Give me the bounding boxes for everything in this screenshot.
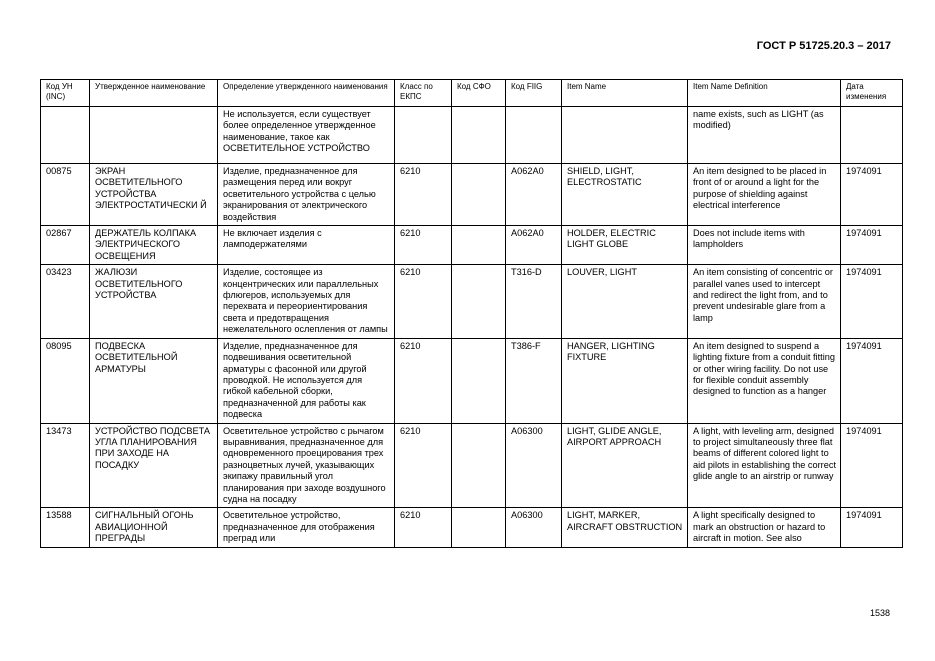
cell-class: 6210 <box>395 226 452 265</box>
cell-item-name: LOUVER, LIGHT <box>562 265 688 338</box>
catalog-table <box>40 79 903 548</box>
cell-fiig <box>506 107 562 164</box>
cell-item-name <box>562 107 688 164</box>
table-row <box>41 265 903 338</box>
cell-item-def: A light specifically designed to mark an obstruction or hazard to aircraft in motion. See also <box>688 508 841 547</box>
cell-name-ru <box>90 107 218 164</box>
cell-sfo <box>452 107 506 164</box>
header-item-def: Item Name Definition <box>688 80 841 107</box>
table-row <box>41 423 903 508</box>
cell-name-ru: СИГНАЛЬНЫЙ ОГОНЬ АВИАЦИОННОЙ ПРЕГРАДЫ <box>90 508 218 547</box>
cell-code: 02867 <box>41 226 90 265</box>
cell-item-def: A light, with leveling arm, designed to project simultaneously three flat beams of different colored light to aid pilots in establishing the correct glide angle to an airstrip or runway <box>688 423 841 508</box>
cell-item-name: HOLDER, ELECTRIC LIGHT GLOBE <box>562 226 688 265</box>
cell-date: 1974091 <box>841 338 903 423</box>
table-row-continuation <box>41 107 903 164</box>
cell-date: 1974091 <box>841 423 903 508</box>
cell-sfo <box>452 226 506 265</box>
cell-class: 6210 <box>395 265 452 338</box>
cell-item-name: HANGER, LIGHTING FIXTURE <box>562 338 688 423</box>
cell-date: 1974091 <box>841 265 903 338</box>
header-code: Код УН (INC) <box>41 80 90 107</box>
cell-sfo <box>452 265 506 338</box>
cell-date: 1974091 <box>841 508 903 547</box>
cell-name-ru: ПОДВЕСКА ОСВЕТИТЕЛЬНОЙ АРМАТУРЫ <box>90 338 218 423</box>
cell-item-name: LIGHT, GLIDE ANGLE, AIRPORT APPROACH <box>562 423 688 508</box>
cell-name-ru: УСТРОЙСТВО ПОДСВЕТА УГЛА ПЛАНИРОВАНИЯ ПРИ ЗАХОДЕ НА ПОСАДКУ <box>90 423 218 508</box>
cell-fiig: T386-F <box>506 338 562 423</box>
document-standard-title: ГОСТ Р 51725.20.3 – 2017 <box>756 40 891 52</box>
cell-fiig: A06300 <box>506 423 562 508</box>
table-row <box>41 164 903 226</box>
cell-definition-ru: Осветительное устройство с рычагом выравнивания, предназначенное для одновременного проецирования трех разноцветных лучей, указывающих экипажу правильный угол планирования при заходе воздушного судна на посадку <box>218 423 395 508</box>
page-number: 1538 <box>869 608 890 618</box>
cell-item-def: An item designed to be placed in front of or around a light for the purpose of shielding against electrical interference <box>688 164 841 226</box>
cell-sfo <box>452 338 506 423</box>
cell-item-name: LIGHT, MARKER, AIRCRAFT OBSTRUCTION <box>562 508 688 547</box>
cell-item-def: Does not include items with lampholders <box>688 226 841 265</box>
cell-definition-ru: Изделие, состоящее из концентрических или параллельных флюгеров, используемых для перехвата и переориентирования света и предотвращения нежелательного ослепления от лампы <box>218 265 395 338</box>
cell-code: 03423 <box>41 265 90 338</box>
cell-code: 13588 <box>41 508 90 547</box>
cell-fiig: A06300 <box>506 508 562 547</box>
header-date: Дата изменения <box>841 80 903 107</box>
cell-item-def: An item designed to suspend a lighting fixture from a conduit fitting or other wiring facility. Do not use for flexible conduit assembly designed to function as a hanger <box>688 338 841 423</box>
cell-class <box>395 107 452 164</box>
header-class: Класс по ЕКПС <box>395 80 452 107</box>
cell-code: 00875 <box>41 164 90 226</box>
cell-code <box>41 107 90 164</box>
cell-name-ru: ДЕРЖАТЕЛЬ КОЛПАКА ЭЛЕКТРИЧЕСКОГО ОСВЕЩЕНИЯ <box>90 226 218 265</box>
cell-sfo <box>452 508 506 547</box>
cell-name-ru: ЭКРАН ОСВЕТИТЕЛЬНОГО УСТРОЙСТВА ЭЛЕКТРОСТАТИЧЕСКИ Й <box>90 164 218 226</box>
cell-fiig: T316-D <box>506 265 562 338</box>
cell-date: 1974091 <box>841 164 903 226</box>
cell-definition-ru: Изделие, предназначенное для размещения перед или вокруг осветительного устройства с целью экранирования от электрического воздействия <box>218 164 395 226</box>
cell-class: 6210 <box>395 164 452 226</box>
cell-definition-ru: Изделие, предназначенное для подвешивания осветительной арматуры с фасонной или другой проводкой. Не используется для гибкой кабельной сборки, предназначенной для работы как подвеска <box>218 338 395 423</box>
cell-definition-ru: Не включает изделия с ламподержателями <box>218 226 395 265</box>
cell-sfo <box>452 423 506 508</box>
table-row <box>41 338 903 423</box>
cell-class: 6210 <box>395 508 452 547</box>
cell-sfo <box>452 164 506 226</box>
cell-fiig: A062A0 <box>506 164 562 226</box>
cell-item-def: An item consisting of concentric or parallel vanes used to intercept and redirect the light from, and to prevent undesirable glare from a lamp <box>688 265 841 338</box>
cell-fiig: A062A0 <box>506 226 562 265</box>
cell-class: 6210 <box>395 338 452 423</box>
table-row <box>41 508 903 547</box>
table-row <box>41 226 903 265</box>
cell-class: 6210 <box>395 423 452 508</box>
cell-code: 13473 <box>41 423 90 508</box>
cell-date <box>841 107 903 164</box>
cell-name-ru: ЖАЛЮЗИ ОСВЕТИТЕЛЬНОГО УСТРОЙСТВА <box>90 265 218 338</box>
cell-definition-ru: Не используется, если существует более определенное утвержденное наименование, такое как ОСВЕТИТЕЛЬНОЕ УСТРОЙСТВО <box>218 107 395 164</box>
cell-code: 08095 <box>41 338 90 423</box>
header-sfo: Код СФО <box>452 80 506 107</box>
header-name-ru: Утвержденное наименование <box>90 80 218 107</box>
table-header-row <box>41 80 903 107</box>
cell-item-def: name exists, such as LIGHT (as modified) <box>688 107 841 164</box>
header-fiig: Код FIIG <box>506 80 562 107</box>
header-item-name: Item Name <box>562 80 688 107</box>
cell-date: 1974091 <box>841 226 903 265</box>
cell-item-name: SHIELD, LIGHT, ELECTROSTATIC <box>562 164 688 226</box>
header-definition-ru: Определение утвержденного наименования <box>218 80 395 107</box>
cell-definition-ru: Осветительное устройство, предназначенное для отображения преград или <box>218 508 395 547</box>
